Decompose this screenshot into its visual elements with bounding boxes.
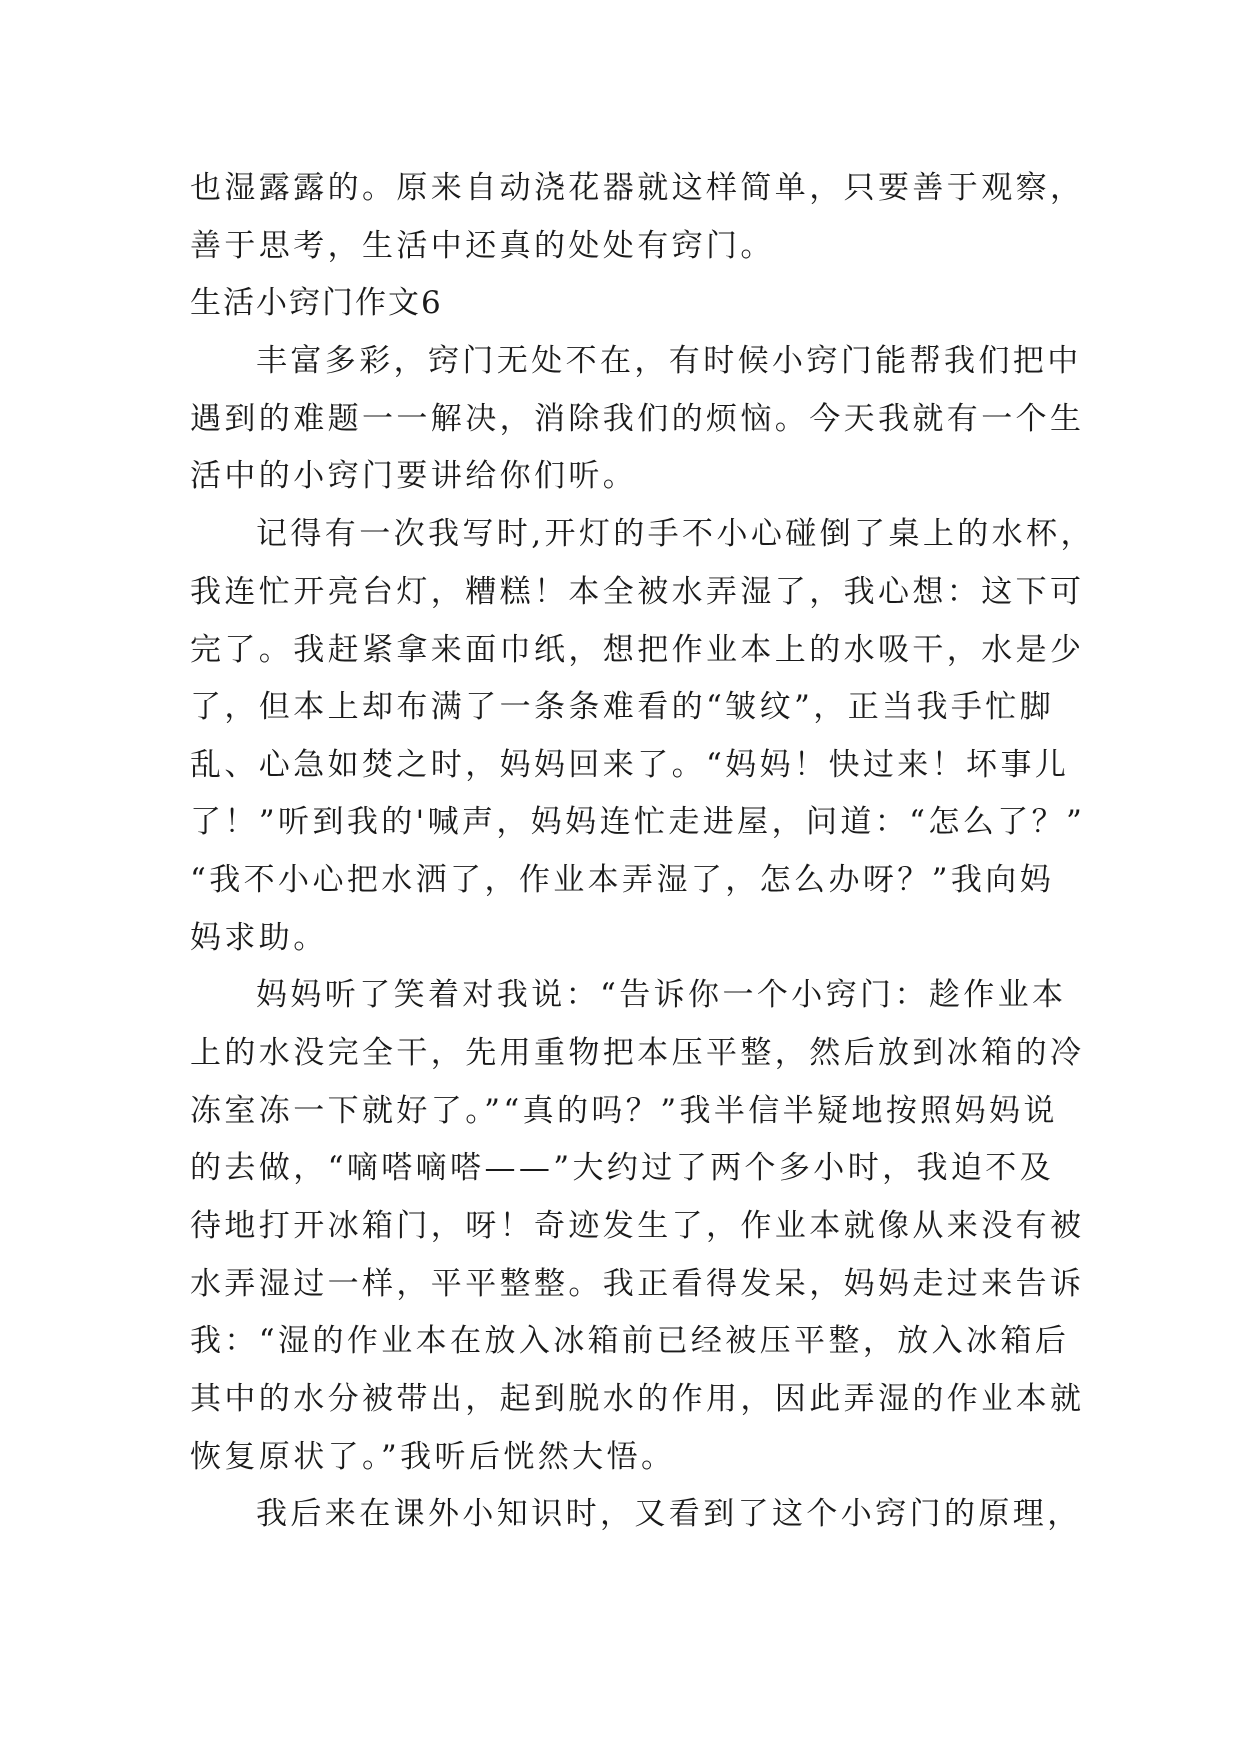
text-line: 冻室冻一下就好了。”“真的吗？”我半信半疑地按照妈妈说 — [190, 1093, 1058, 1129]
text-line: 的去做，“嘀嗒嘀嗒——”大约过了两个多小时，我迫不及 — [190, 1150, 1055, 1186]
text-line: 也湿露露的。原来自动浇花器就这样简单，只要善于观察， — [190, 170, 1085, 206]
text-line: 妈妈听了笑着对我说：“告诉你一个小窍门：趁作业本 — [256, 977, 1067, 1013]
text-line: 了，但本上却布满了一条条难看的“皱纹”，正当我手忙脚 — [190, 689, 1055, 725]
text-line: 了！”听到我的'喊声，妈妈连忙走进屋，问道：“怎么了？” — [190, 804, 1086, 840]
text-line: 其中的水分被带出，起到脱水的作用，因此弄湿的作业本就 — [190, 1381, 1085, 1417]
text-line: 活中的小窍门要讲给你们听。 — [190, 458, 638, 494]
text-line: “我不小心把水洒了，作业本弄湿了，怎么办呀？”我向妈 — [190, 862, 1055, 898]
text-line: 妈求助。 — [190, 920, 328, 956]
text-line: 丰富多彩，窍门无处不在，有时候小窍门能帮我们把中 — [256, 343, 1082, 379]
text-line: 待地打开冰箱门，呀！奇迹发生了，作业本就像从来没有被 — [190, 1208, 1085, 1244]
text-line: 我连忙开亮台灯，糟糕！本全被水弄湿了，我心想：这下可 — [190, 574, 1085, 610]
text-line: 完了。我赶紧拿来面巾纸，想把作业本上的水吸干，水是少 — [190, 632, 1085, 668]
text-line: 乱、心急如焚之时，妈妈回来了。“妈妈！快过来！坏事儿 — [190, 747, 1070, 783]
text-line: 记得有一次我写时,开灯的手不小心碰倒了桌上的水杯， — [256, 516, 1095, 552]
text-line: 水弄湿过一样，平平整整。我正看得发呆，妈妈走过来告诉 — [190, 1266, 1085, 1302]
section-heading: 生活小窍门作文6 — [190, 285, 443, 321]
text-line: 遇到的难题一一解决，消除我们的烦恼。今天我就有一个生 — [190, 401, 1085, 437]
text-line: 恢复原状了。”我听后恍然大悟。 — [190, 1439, 676, 1475]
text-line: 善于思考，生活中还真的处处有窍门。 — [190, 228, 775, 264]
text-line: 我：“湿的作业本在放入冰箱前已经被压平整，放入冰箱后 — [190, 1323, 1070, 1359]
text-line: 上的水没完全干，先用重物把本压平整，然后放到冰箱的冷 — [190, 1035, 1085, 1071]
text-line: 我后来在课外小知识时，又看到了这个小窍门的原理， — [256, 1496, 1082, 1532]
